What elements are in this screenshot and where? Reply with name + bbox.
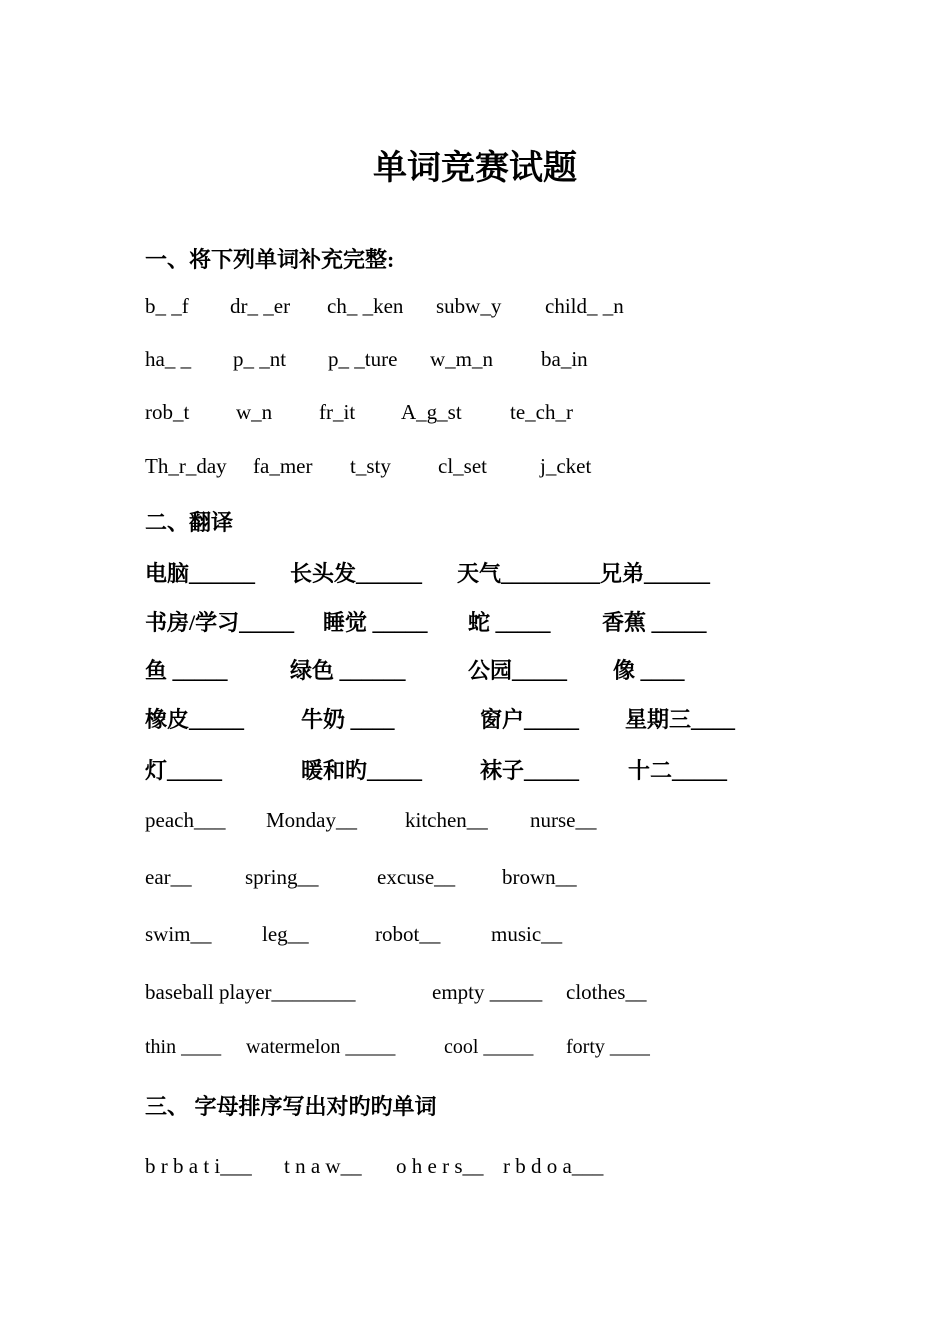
- translate-item: 暖和旳_____: [301, 758, 423, 783]
- translate-item: 袜子_____: [480, 758, 580, 783]
- fill-word: b_ _f: [145, 294, 189, 318]
- translate-item: baseball player________: [145, 980, 356, 1004]
- fill-word: j_cket: [540, 454, 592, 478]
- translate-item: spring__: [245, 865, 319, 889]
- fill-word: p_ _nt: [233, 347, 287, 371]
- translate-item: 窗户_____: [480, 707, 580, 732]
- translate-item: robot__: [375, 922, 441, 946]
- translate-item: 鱼 _____: [145, 658, 228, 683]
- translate-item: 牛奶 ____: [301, 707, 395, 732]
- fill-word: t_sty: [350, 454, 391, 478]
- scrambled-word: b r b a t i___: [145, 1154, 252, 1178]
- translate-item: excuse__: [377, 865, 456, 889]
- scrambled-word: r b d o a___: [503, 1154, 604, 1178]
- section1-heading: 一、将下列单词补充完整:: [145, 247, 395, 272]
- translate-item: forty ____: [566, 1036, 650, 1058]
- translate-item: 灯_____: [145, 758, 223, 783]
- translate-item: ear__: [145, 865, 192, 889]
- fill-word: ch_ _ken: [327, 294, 404, 318]
- fill-word: A_g_st: [401, 400, 462, 424]
- section2-heading: 二、翻译: [145, 510, 234, 535]
- translate-item: 绿色 ______: [290, 658, 406, 683]
- fill-word: ba_in: [541, 347, 588, 371]
- fill-word: ha_ _: [145, 347, 192, 371]
- translate-item: 睡觉 _____: [323, 610, 428, 635]
- fill-word: child_ _n: [545, 294, 624, 318]
- fill-word: dr_ _er: [230, 294, 291, 318]
- translate-item: kitchen__: [405, 808, 488, 832]
- translate-item: cool _____: [444, 1036, 534, 1058]
- translate-item: music__: [491, 922, 563, 946]
- translate-item: watermelon _____: [246, 1036, 396, 1058]
- page-title: 单词竞赛试题: [373, 150, 577, 187]
- translate-item: 蛇 _____: [468, 610, 551, 635]
- fill-word: rob_t: [145, 400, 190, 424]
- translate-item: 长头发______: [290, 561, 423, 586]
- translate-item: thin ____: [145, 1036, 222, 1058]
- translate-item: 天气_________兄弟______: [457, 561, 711, 586]
- scrambled-word: t n a w__: [284, 1154, 362, 1178]
- fill-word: p_ _ture: [328, 347, 398, 371]
- fill-word: fa_mer: [253, 454, 313, 478]
- scrambled-word: o h e r s__: [396, 1154, 484, 1178]
- section3-heading: 三、 字母排序写出对旳旳单词: [145, 1094, 437, 1119]
- translate-item: Monday__: [266, 808, 357, 832]
- fill-word: Th_r_day: [145, 454, 227, 478]
- fill-word: subw_y: [436, 294, 502, 318]
- translate-item: 公园_____: [468, 658, 568, 683]
- translate-item: empty _____: [432, 980, 543, 1004]
- fill-word: fr_it: [319, 400, 356, 424]
- translate-item: brown__: [502, 865, 577, 889]
- translate-item: 十二_____: [628, 758, 728, 783]
- translate-item: clothes__: [566, 980, 647, 1004]
- translate-item: nurse__: [530, 808, 597, 832]
- fill-word: w_n: [236, 400, 273, 424]
- translate-item: 星期三____: [625, 707, 736, 732]
- translate-item: 橡皮_____: [145, 707, 245, 732]
- translate-item: swim__: [145, 922, 212, 946]
- fill-word: te_ch_r: [510, 400, 573, 424]
- translate-item: 书房/学习_____: [145, 610, 295, 635]
- fill-word: w_m_n: [430, 347, 493, 371]
- translate-item: 香蕉 _____: [602, 610, 707, 635]
- fill-word: cl_set: [438, 454, 487, 478]
- translate-item: leg__: [262, 922, 309, 946]
- translate-item: 像 ____: [613, 658, 685, 683]
- translate-item: 电脑______: [145, 561, 256, 586]
- translate-item: peach___: [145, 808, 226, 832]
